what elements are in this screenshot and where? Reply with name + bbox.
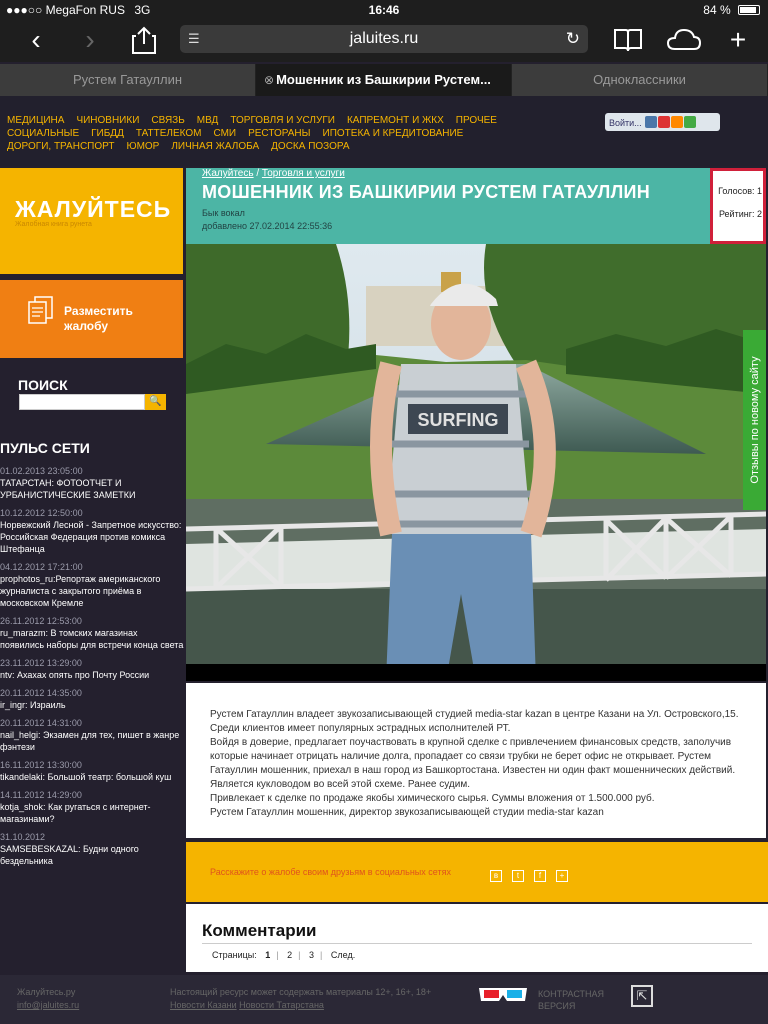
news-text[interactable]: tikandelaki: Большой театр: большой куш xyxy=(0,772,172,782)
forward-icon[interactable]: › xyxy=(85,24,95,55)
nav-link[interactable]: ГИБДД xyxy=(91,128,124,139)
signal-icon: ●●●○○ xyxy=(6,3,43,17)
google-icon[interactable] xyxy=(684,116,696,128)
vote-panel xyxy=(710,168,766,244)
share-prompt: Расскажите о жалобе своим друзьям в социальных сетях xyxy=(210,867,451,877)
facebook-share-icon[interactable]: f xyxy=(534,870,546,882)
tab-article[interactable] xyxy=(256,64,512,96)
pages-label: Страницы: xyxy=(212,950,257,960)
carrier-label: MegaFon RUS xyxy=(45,3,125,17)
nav-link[interactable]: СМИ xyxy=(213,128,237,139)
battery-icon xyxy=(738,5,760,15)
nav-link[interactable]: ДОСКА ПОЗОРА xyxy=(271,141,350,152)
nav-link[interactable]: ИПОТЕКА И КРЕДИТОВАНИЕ xyxy=(322,128,464,139)
news-item[interactable] xyxy=(0,508,184,555)
tab-rustem[interactable] xyxy=(0,64,256,96)
footer-link[interactable]: Новости Татарстана xyxy=(239,1000,324,1010)
news-item[interactable] xyxy=(0,658,184,681)
site-logo-block[interactable] xyxy=(0,168,183,274)
tab-odnoklassniki[interactable] xyxy=(512,64,768,96)
nav-link[interactable]: ЮМОР xyxy=(126,141,160,152)
news-date: 26.11.2012 12:53:00 xyxy=(0,616,82,626)
page-link[interactable]: 1 xyxy=(265,950,271,960)
site-logo[interactable]: ЖАЛУЙТЕСЬ xyxy=(15,196,172,222)
page-link[interactable]: 3 xyxy=(309,950,315,960)
nav-link[interactable]: ТАТТЕЛЕКОМ xyxy=(135,128,202,139)
footer-link[interactable]: Новости Казани xyxy=(170,1000,237,1010)
more-share-icon[interactable]: + xyxy=(556,870,568,882)
site-navigation xyxy=(0,96,768,166)
breadcrumb-category[interactable]: Торговля и услуги xyxy=(261,168,345,179)
news-text[interactable]: nail_helgi: Экзамен для тех, пишет в жанре фэнтези xyxy=(0,730,180,752)
article-photo xyxy=(186,244,766,681)
news-feed xyxy=(0,466,184,874)
browser-toolbar xyxy=(0,20,768,62)
nav-link[interactable]: ТОРГОВЛЯ И УСЛУГИ xyxy=(230,115,335,126)
breadcrumb-home[interactable]: Жалуйтесь xyxy=(202,168,254,179)
category-links xyxy=(7,114,567,153)
votes-count: Голосов: 1 xyxy=(718,186,762,196)
divider xyxy=(202,943,752,944)
pulse-heading: ПУЛЬС СЕТИ xyxy=(0,440,90,456)
footer-age-notice: Настоящий ресурс может содержать материалы 12+, 16+, 18+ xyxy=(170,987,432,997)
news-item[interactable] xyxy=(0,718,184,753)
search-icon[interactable]: 🔍 xyxy=(145,394,166,410)
news-text[interactable]: Норвежский Лесной - Запретное искусство: Российская Федерация против комикса Штефанца xyxy=(0,520,182,554)
social-login-widget[interactable] xyxy=(605,113,720,131)
news-date: 20.11.2012 14:31:00 xyxy=(0,718,82,728)
photo-illustration xyxy=(186,244,766,681)
3d-glasses-icon[interactable] xyxy=(477,985,529,1005)
bookmarks-icon[interactable] xyxy=(610,24,646,56)
news-item[interactable] xyxy=(0,790,184,825)
news-text[interactable]: ir_ingr: Израиль xyxy=(0,700,66,710)
nav-link[interactable]: СОЦИАЛЬНЫЕ xyxy=(7,128,80,139)
news-date: 20.11.2012 14:35:00 xyxy=(0,688,82,698)
pagination: Страницы: 1 | 2 | 3 | След. xyxy=(212,950,356,960)
feedback-tab-label: Отзывы по новому сайту xyxy=(748,356,761,484)
nav-link[interactable]: ЛИЧНАЯ ЖАЛОБА xyxy=(171,141,260,152)
battery-label: 84 % xyxy=(703,3,731,17)
rating-value: Рейтинг: 2 xyxy=(718,209,762,219)
nav-link[interactable]: МЕДИЦИНА xyxy=(7,115,65,126)
mailru-icon[interactable] xyxy=(671,116,683,128)
article-paragraph: Войдя в доверие, предлагает поучаствовать в крупной сделке с привлечением финансовых средств, заполучив которые начинает отрицать наличие долга, пропадает со связи трубки не берет офис не открывает. Рустем Гатауллин мошенник, приехал в наш город из Башкортостана. Известен ни один факт мошеннических действий. Является кукловодом во всей этой схеме. Ранее судим. xyxy=(210,737,736,790)
nav-link[interactable]: СВЯЗЬ xyxy=(151,115,185,126)
article-paragraph: Рустем Гатауллин мошенник, директор звукозаписывающей студии media-star kazan xyxy=(210,807,604,818)
news-item[interactable] xyxy=(0,562,184,609)
news-text[interactable]: ntv: Ахахах опять про Почту России xyxy=(0,670,150,680)
contrast-version-link[interactable]: КОНТРАСТНАЯ ВЕРСИЯ xyxy=(538,989,605,1011)
comments-heading: Комментарии xyxy=(202,921,317,940)
news-date: 14.11.2012 14:29:00 xyxy=(0,790,82,800)
article-date: добавлено 27.02.2014 22:55:36 xyxy=(202,221,333,231)
post-complaint-button[interactable] xyxy=(0,280,183,358)
tab-label: Рустем Гатауллин xyxy=(72,72,183,87)
vk-icon[interactable] xyxy=(645,116,657,128)
news-item[interactable] xyxy=(0,760,184,783)
nav-link[interactable]: КАПРЕМОНТ И ЖКХ xyxy=(346,115,444,126)
news-item[interactable] xyxy=(0,832,184,867)
url-bar[interactable] xyxy=(180,25,588,53)
feedback-tab[interactable] xyxy=(743,330,766,510)
nav-link[interactable]: РЕСТОРАНЫ xyxy=(248,128,311,139)
article-header xyxy=(186,168,710,244)
tab-label: Мошенник из Башкирии Рустем... xyxy=(276,72,491,87)
nav-link[interactable]: ПРОЧЕЕ xyxy=(455,115,497,126)
new-tab-icon[interactable]: + xyxy=(729,24,747,55)
news-date: 04.12.2012 17:21:00 xyxy=(0,562,83,572)
news-text[interactable]: ТАТАРСТАН: ФОТООТЧЕТ И УРБАНИСТИЧЕСКИЕ ЗАМЕТКИ xyxy=(0,478,136,500)
news-text[interactable]: SAMSEBESKAZAL: Будни одного бездельника xyxy=(0,844,139,866)
yandex-icon[interactable] xyxy=(658,116,670,128)
news-text[interactable]: prophotos_ru:Репортаж американского журналиста с закрытого приёма в московском Кремле xyxy=(0,574,161,608)
network-label: 3G xyxy=(134,3,151,17)
icloud-tabs-icon[interactable] xyxy=(666,24,702,56)
news-date: 16.11.2012 13:30:00 xyxy=(0,760,82,770)
search-heading: ПОИСК xyxy=(18,377,68,393)
news-date: 10.12.2012 12:50:00 xyxy=(0,508,83,518)
nav-link[interactable]: ЧИНОВНИКИ xyxy=(76,115,140,126)
share-bar xyxy=(186,842,768,902)
footer-site-name: Жалуйтесь.ру xyxy=(17,987,76,997)
footer-email-link[interactable]: info@jaluites.ru xyxy=(17,1000,80,1010)
twitter-share-icon[interactable]: t xyxy=(512,870,524,882)
tab-bar xyxy=(0,64,768,96)
article-paragraph: Рустем Гатауллин владеет звукозаписывающей студией media-star kazan в центре Казани на Ул. Островского,15. Среди клиентов имеет популярных эстрадных исполнителей РТ. xyxy=(210,709,739,734)
news-item[interactable] xyxy=(0,466,184,501)
page-link[interactable]: 2 xyxy=(287,950,293,960)
article-body xyxy=(186,683,766,838)
reader-icon[interactable]: ☰ xyxy=(188,31,200,46)
post-complaint-label: Разместить жалобу xyxy=(64,304,133,333)
news-item[interactable] xyxy=(0,688,184,711)
tab-label: Одноклассники xyxy=(593,72,686,87)
login-label: Войти... xyxy=(609,118,642,128)
vk-share-icon[interactable]: в xyxy=(490,870,502,882)
clock: 16:46 xyxy=(368,3,400,17)
news-text[interactable]: kotja_shok: Как ругаться с интернет-магазинами? xyxy=(0,802,151,824)
site-footer xyxy=(0,975,768,1024)
news-text[interactable]: ru_marazm: В томских магазинах появились наборы для встречи конца света xyxy=(0,628,184,650)
news-date: 23.11.2012 13:29:00 xyxy=(0,658,82,668)
article-paragraph: Привлекает к сделке по продаже якобы химического сырья. Суммы вложения от 1.500.000 руб. xyxy=(210,793,655,804)
document-icon xyxy=(28,296,54,324)
search-input[interactable] xyxy=(19,394,145,410)
news-date: 01.02.2013 23:05:00 xyxy=(0,466,83,476)
shirt-print: SURFING xyxy=(417,410,499,430)
nav-link[interactable]: ДОРОГИ, ТРАНСПОРТ xyxy=(7,141,115,152)
article-author: Бык вокал xyxy=(202,208,245,218)
url-text: jaluites.ru xyxy=(349,30,419,47)
news-item[interactable] xyxy=(0,616,184,651)
back-icon[interactable]: ‹ xyxy=(31,24,41,55)
page-title: МОШЕННИК ИЗ БАШКИРИИ РУСТЕМ ГАТАУЛЛИН xyxy=(202,182,651,202)
comments-section xyxy=(186,904,768,972)
nav-link[interactable]: МВД xyxy=(196,115,219,126)
share-icon[interactable] xyxy=(126,24,162,56)
close-tab-icon[interactable]: ⊗ xyxy=(264,73,275,87)
logo-tagline: Жалобная книга рунета xyxy=(15,221,92,228)
breadcrumb: Жалуйтесь / Торговля и услуги xyxy=(202,168,345,179)
external-link-icon[interactable]: ⇱ xyxy=(631,985,653,1007)
next-page-link[interactable]: След. xyxy=(330,950,356,960)
status-bar xyxy=(0,0,768,20)
news-date: 31.10.2012 xyxy=(0,832,46,842)
reload-icon[interactable]: ↻ xyxy=(565,29,580,48)
